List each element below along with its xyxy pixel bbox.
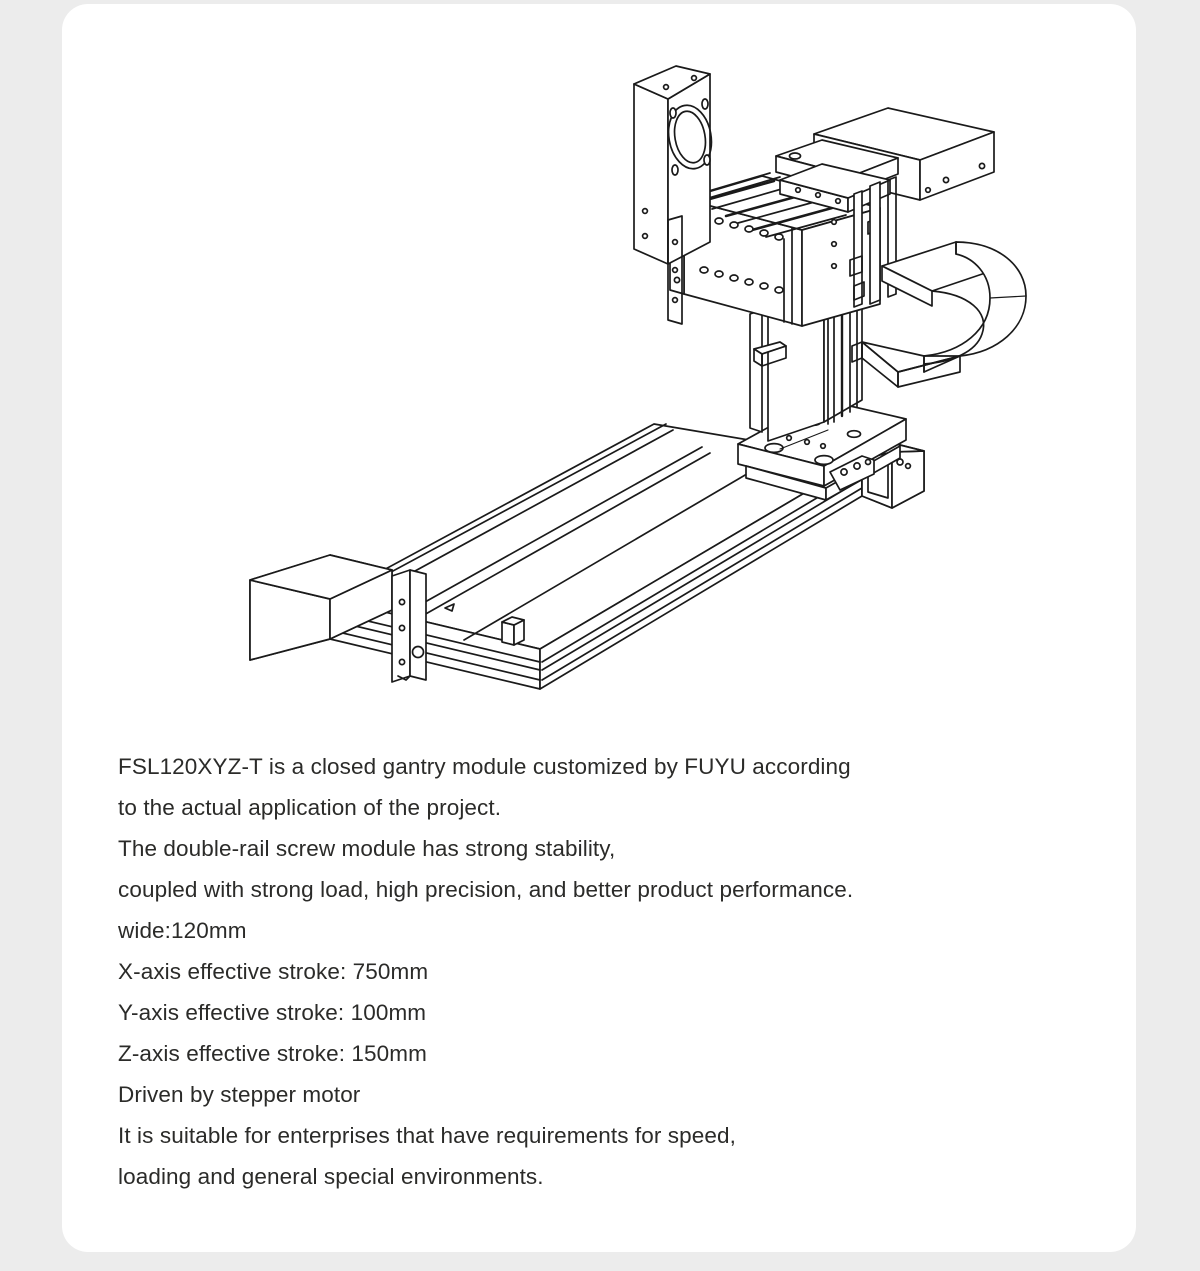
description-line-y-stroke: Y-axis effective stroke: 100mm <box>118 1000 427 1025</box>
x-axis-left-end-cap <box>250 555 426 682</box>
drawing-geometry <box>250 66 1026 689</box>
description-line-2: to the actual application of the project. <box>118 795 502 820</box>
product-description <box>118 746 1108 1197</box>
product-illustration <box>62 4 1136 704</box>
description-line-11: loading and general special environments. <box>118 1164 544 1189</box>
description-line-10: It is suitable for enterprises that have requirements for speed, <box>118 1123 736 1148</box>
description-line-z-stroke: Z-axis effective stroke: 150mm <box>118 1041 427 1066</box>
description-line-drive: Driven by stepper motor <box>118 1082 361 1107</box>
description-line-3: The double-rail screw module has strong stability, <box>118 836 616 861</box>
description-line-width: wide:120mm <box>118 918 247 943</box>
gantry-module-drawing-svg <box>62 4 1136 704</box>
product-detail-card <box>62 4 1136 1252</box>
description-line-x-stroke: X-axis effective stroke: 750mm <box>118 959 429 984</box>
y-axis-motor-mount-bracket <box>634 66 716 264</box>
description-line-4: coupled with strong load, high precision, and better product performance. <box>118 877 854 902</box>
description-line-1: FSL120XYZ-T is a closed gantry module customized by FUYU according <box>118 754 851 779</box>
